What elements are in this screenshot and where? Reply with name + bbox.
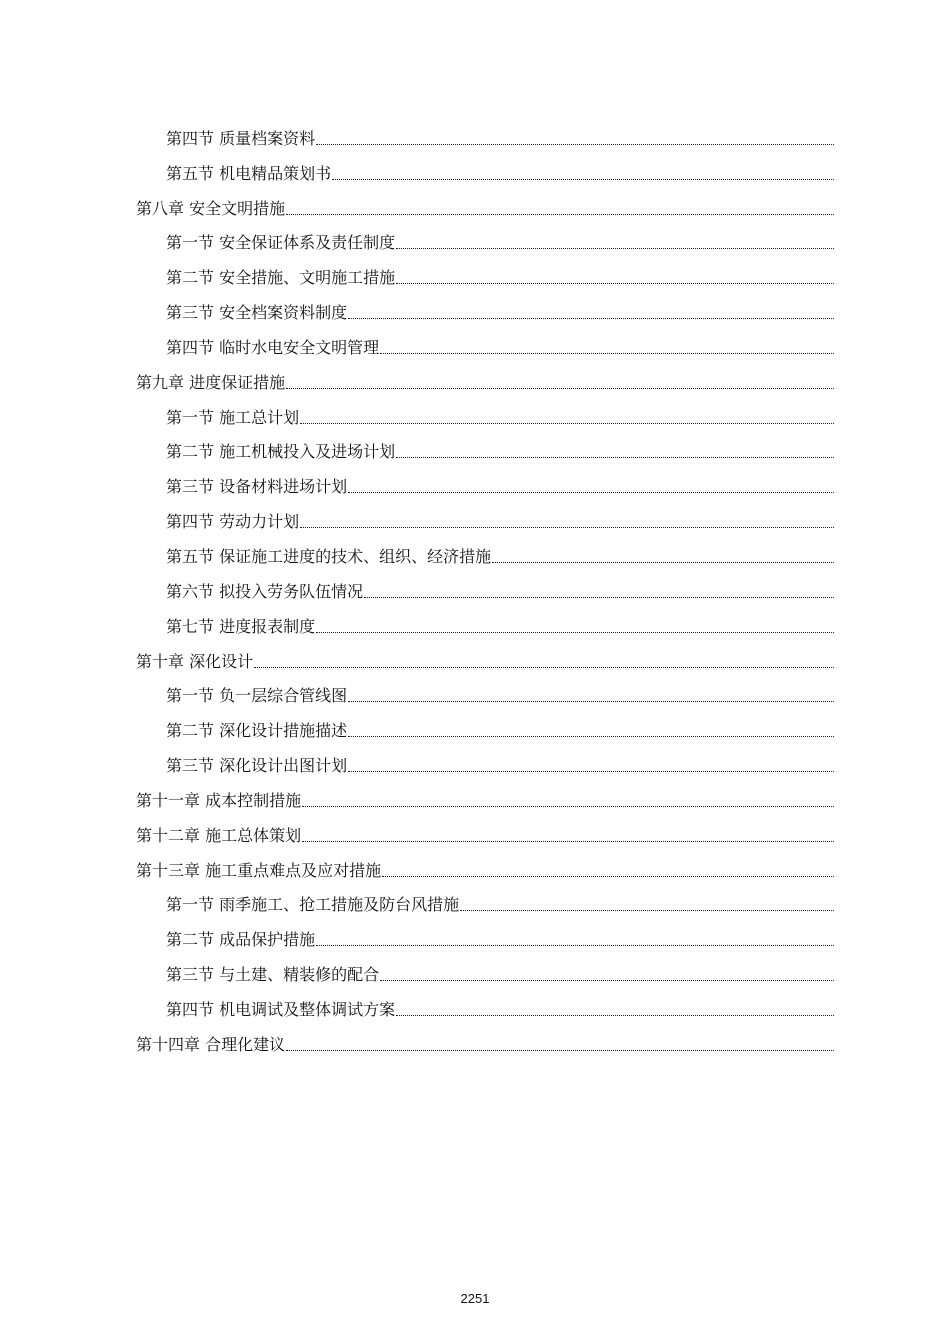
toc-entry-title: 第四节 机电调试及整体调试方案 [166,999,396,1019]
toc-entry-title: 第五节 机电精品策划书 [166,163,332,183]
toc-dot-leader [396,457,834,458]
toc-dot-leader [286,1050,834,1051]
toc-entry-title: 第四节 临时水电安全文明管理 [166,337,380,357]
toc-dot-leader [396,283,834,284]
toc-entry-title: 第五节 保证施工进度的技术、组织、经济措施 [166,546,492,566]
toc-entry-title: 第四节 劳动力计划 [166,512,300,532]
toc-dot-leader [348,701,834,702]
toc-dot-leader [364,597,834,598]
toc-entry-title: 第一节 安全保证体系及责任制度 [166,233,396,253]
toc-section-entry[interactable] [136,573,834,608]
toc-section-entry[interactable] [136,921,834,956]
toc-dot-leader [316,632,834,633]
toc-entry-title: 第一节 负一层综合管线图 [166,686,348,706]
toc-section-entry[interactable] [136,155,834,190]
toc-entry-title: 第三节 与土建、精装修的配合 [166,965,380,985]
toc-chapter-entry[interactable] [136,817,834,852]
toc-dot-leader [300,527,834,528]
toc-dot-leader [460,910,834,911]
toc-section-entry[interactable] [136,747,834,782]
toc-chapter-entry[interactable] [136,1026,834,1061]
toc-dot-leader [348,318,834,319]
toc-entry-title: 第十二章 施工总体策划 [136,825,302,845]
toc-section-entry[interactable] [136,399,834,434]
toc-dot-leader [382,876,834,877]
toc-section-entry[interactable] [136,259,834,294]
toc-chapter-entry[interactable] [136,364,834,399]
toc-dot-leader [254,667,834,668]
toc-entry-title: 第七节 进度报表制度 [166,616,316,636]
toc-entry-title: 第二节 成品保护措施 [166,930,316,950]
toc-section-entry[interactable] [136,120,834,155]
toc-dot-leader [396,248,834,249]
toc-dot-leader [302,841,834,842]
toc-section-entry[interactable] [136,225,834,260]
toc-dot-leader [300,423,834,424]
toc-chapter-entry[interactable] [136,852,834,887]
toc-entry-title: 第二节 安全措施、文明施工措施 [166,268,396,288]
toc-section-entry[interactable] [136,712,834,747]
toc-entry-title: 第十四章 合理化建议 [136,1034,286,1054]
toc-dot-leader [286,214,834,215]
toc-section-entry[interactable] [136,608,834,643]
toc-entry-title: 第十章 深化设计 [136,651,254,671]
toc-dot-leader [348,492,834,493]
toc-section-entry[interactable] [136,678,834,713]
toc-entry-title: 第四节 质量档案资料 [166,128,316,148]
toc-chapter-entry[interactable] [136,643,834,678]
toc-section-entry[interactable] [136,329,834,364]
toc-section-entry[interactable] [136,956,834,991]
toc-dot-leader [316,144,834,145]
toc-dot-leader [348,736,834,737]
page-number: 2251 [460,1291,490,1306]
toc-entry-title: 第三节 安全档案资料制度 [166,303,348,323]
toc-dot-leader [380,353,834,354]
toc-section-entry[interactable] [136,434,834,469]
toc-dot-leader [396,1015,834,1016]
toc-entry-title: 第十三章 施工重点难点及应对措施 [136,860,382,880]
toc-entry-title: 第三节 深化设计出图计划 [166,756,348,776]
toc-entry-title: 第一节 施工总计划 [166,407,300,427]
toc-entry-title: 第八章 安全文明措施 [136,198,286,218]
toc-entry-title: 第十一章 成本控制措施 [136,790,302,810]
toc-chapter-entry[interactable] [136,190,834,225]
toc-dot-leader [316,945,834,946]
toc-entry-title: 第六节 拟投入劳务队伍情况 [166,581,364,601]
toc-section-entry[interactable] [136,887,834,922]
toc-section-entry[interactable] [136,468,834,503]
toc-dot-leader [286,388,834,389]
toc-dot-leader [380,980,834,981]
toc-entry-title: 第一节 雨季施工、抢工措施及防台风措施 [166,895,460,915]
toc-section-entry[interactable] [136,503,834,538]
toc-dot-leader [348,771,834,772]
toc-section-entry[interactable] [136,991,834,1026]
toc-dot-leader [492,562,834,563]
toc-section-entry[interactable] [136,538,834,573]
table-of-contents [136,120,834,1061]
toc-chapter-entry[interactable] [136,782,834,817]
toc-dot-leader [332,179,834,180]
toc-entry-title: 第九章 进度保证措施 [136,372,286,392]
toc-entry-title: 第二节 施工机械投入及进场计划 [166,442,396,462]
toc-entry-title: 第三节 设备材料进场计划 [166,477,348,497]
toc-dot-leader [302,806,834,807]
toc-section-entry[interactable] [136,294,834,329]
toc-entry-title: 第二节 深化设计措施描述 [166,721,348,741]
